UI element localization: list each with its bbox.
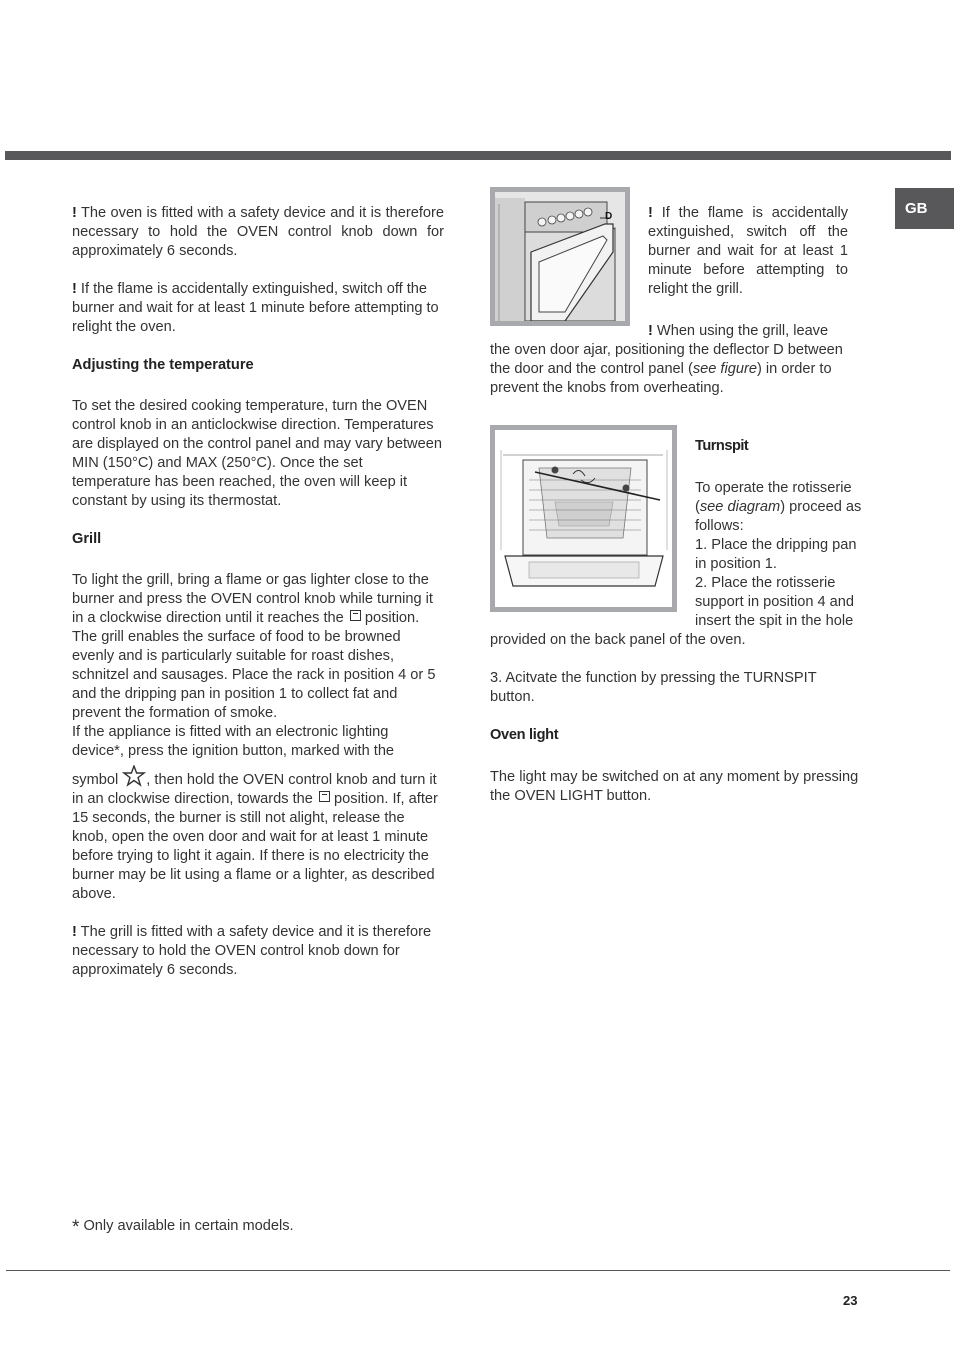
- grill-text: To light the grill, bring a flame or gas lighter close to the burner and press the OVEN control knob while turning it in a clockwise direction until it reaches the position. The grill enables the surface of food to be browned evenly and is particularly suitable for roast dishes, schnitzel and sausages. Place the rack in position 4 or 5 and the dripping pan in position 1 to collect fat and prevent the formation of smoke. If the appliance is fitted with an electronic lighting device*, press the ignition button, marked with the: [72, 572, 436, 759]
- warning-mark: !: [72, 281, 77, 297]
- turnspit-continued: [490, 631, 860, 806]
- turnspit-step-1: 1. Place the dripping pan in position 1.: [695, 537, 857, 572]
- turnspit-step-2-cont: provided on the back panel of the oven.: [490, 632, 746, 648]
- top-rule: [5, 151, 951, 160]
- grill-symbol-icon: [319, 791, 330, 802]
- turnspit-step-2: 2. Place the rotisserie support in position 4 and insert the spit in the hole: [695, 575, 855, 629]
- grill-symbol-icon: [350, 610, 361, 621]
- safety-note-oven: ! The oven is fitted with a safety device and it is therefore necessary to hold the OVEN control knob down for approximately 6 seconds.: [72, 205, 444, 259]
- ignition-star-icon: [122, 765, 146, 787]
- language-tab: GB: [895, 188, 954, 229]
- flame-note-grill: ! If the flame is accidentally extinguished, switch off the burner and wait for at least 1 minute before attempting to relight the grill.: [648, 205, 848, 297]
- page-number: 23: [843, 1293, 858, 1308]
- heading-adjusting-temperature: Adjusting the temperature: [72, 357, 254, 373]
- turnspit-intro: To operate the rotisserie (see diagram) proceed as follows:: [695, 480, 862, 534]
- flame-note-oven: ! If the flame is accidentally extinguished, switch off the burner and wait for at least 1 minute before attempting to relight the oven.: [72, 281, 439, 335]
- grill-ignition-text: symbol , then hold the OVEN control knob and turn it in an clockwise direction, towards the position. If, after 15 seconds, the burner is still not alight, release the knob, open the oven door and wait for at least 1 minute before trying to light it again. If there is no electricity the burner may be lit using a flame or a lighter, as described above.: [72, 765, 444, 904]
- rotisserie-illustration: [495, 430, 672, 607]
- footnote: * Only available in certain models.: [72, 1217, 294, 1238]
- figure-label-d: D: [605, 211, 613, 222]
- heading-oven-light: Oven light: [490, 727, 559, 743]
- door-ajar-note: ! When using the grill, leave the oven door ajar, positioning the deflector D between the door and the control panel (see figure) in order to prevent the knobs from overheating.: [490, 323, 843, 396]
- turnspit-section: [695, 437, 865, 631]
- temperature-text: To set the desired cooking temperature, turn the OVEN control knob in an anticlockwise direction. Temperatures are displayed on the control panel and may vary between MIN (150°C) and MAX (250°C). Once the set temperature has been reached, the oven will keep it constant by using its thermostat.: [72, 398, 442, 509]
- heading-grill: Grill: [72, 531, 102, 547]
- figure-deflector: [490, 187, 630, 326]
- heading-turnspit: Turnspit: [695, 438, 749, 454]
- turnspit-step-3: 3. Acitvate the function by pressing the TURNSPIT button.: [490, 670, 817, 705]
- warning-mark: !: [72, 205, 77, 221]
- oven-light-text: The light may be switched on at any moment by pressing the OVEN LIGHT button.: [490, 769, 859, 804]
- figure-turnspit: [490, 425, 677, 612]
- left-column: [72, 204, 444, 980]
- safety-note-grill: ! The grill is fitted with a safety device and it is therefore necessary to hold the OVEN control knob down for approximately 6 seconds.: [72, 924, 432, 978]
- warning-mark: !: [648, 323, 653, 339]
- warning-mark: !: [72, 924, 77, 940]
- warning-mark: !: [648, 205, 653, 221]
- footer-rule: [6, 1270, 950, 1271]
- footnote-asterisk: *: [72, 1217, 80, 1238]
